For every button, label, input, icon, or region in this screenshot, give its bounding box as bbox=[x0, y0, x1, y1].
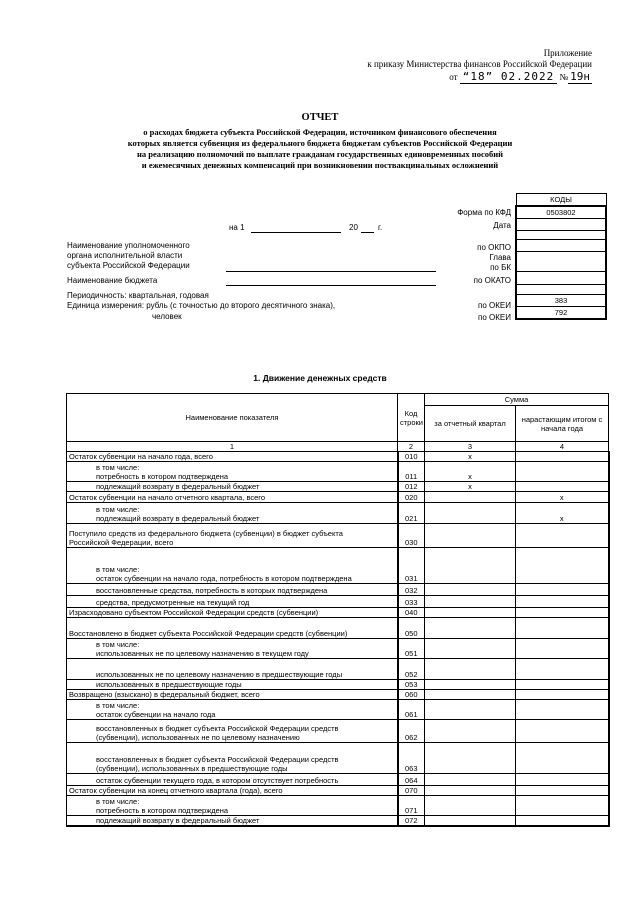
row-name-line1: в том числе: bbox=[96, 640, 140, 649]
row-name bbox=[67, 524, 398, 548]
row-name bbox=[67, 659, 398, 680]
row-code: 060 bbox=[398, 690, 425, 700]
row-cumulative-value[interactable] bbox=[516, 639, 609, 659]
col-num-1: 1 bbox=[67, 442, 398, 452]
table-row bbox=[67, 700, 609, 720]
row-code: 070 bbox=[398, 786, 425, 796]
row-name-line2: подлежащий возврату в федеральный бюджет bbox=[96, 816, 260, 825]
row-code: 071 bbox=[398, 796, 425, 816]
spacer-code-cell bbox=[516, 231, 606, 240]
row-code: 032 bbox=[398, 584, 425, 596]
table-row bbox=[67, 618, 609, 639]
row-name bbox=[67, 482, 398, 492]
row-name-line2: остаток субвенции текущего года, в котором отсутствует потребность bbox=[96, 776, 339, 785]
row-quarter-value[interactable] bbox=[425, 786, 516, 796]
row-cumulative-value[interactable] bbox=[516, 659, 609, 680]
row-name-line1: в том числе: bbox=[96, 797, 140, 806]
unit-line-2: человек bbox=[152, 312, 182, 321]
table-row bbox=[67, 690, 609, 700]
cash-flow-table bbox=[66, 393, 610, 827]
report-subtitle-2: которых является субвенция из федерального бюджета бюджетам субъектов Российской Федерации bbox=[127, 138, 513, 148]
table-row bbox=[67, 503, 609, 524]
row-code: 072 bbox=[398, 816, 425, 827]
org-name-line2: органа исполнительной власти bbox=[67, 251, 183, 260]
row-cumulative-value[interactable] bbox=[516, 608, 609, 618]
periodicity: Периодичность: квартальная, годовая bbox=[67, 291, 209, 300]
row-name bbox=[67, 503, 398, 524]
row-code: 031 bbox=[398, 548, 425, 584]
row-name-line2: Остаток субвенции на начало года, всего bbox=[69, 452, 213, 461]
okei-label-1: по ОКЕИ bbox=[478, 301, 511, 310]
row-quarter-value[interactable] bbox=[425, 796, 516, 816]
org-name-input-line[interactable] bbox=[226, 271, 436, 272]
row-quarter-value[interactable]: x bbox=[425, 462, 516, 482]
row-quarter-value[interactable] bbox=[425, 548, 516, 584]
row-name-line2: подлежащий возврату в федеральный бюджет bbox=[96, 514, 260, 523]
row-name bbox=[67, 743, 398, 774]
row-cumulative-value[interactable] bbox=[516, 452, 609, 462]
row-name-line2: (субвенции), использованных в предшествующие годы bbox=[96, 764, 288, 773]
table-row bbox=[67, 680, 609, 690]
row-name-line1: в том числе: bbox=[96, 701, 140, 710]
row-quarter-value[interactable] bbox=[425, 659, 516, 680]
row-name-line2: потребность в котором подтверждена bbox=[96, 806, 229, 815]
codes-table bbox=[515, 193, 607, 320]
row-quarter-value[interactable] bbox=[425, 680, 516, 690]
table-row bbox=[67, 816, 609, 827]
date-on-label: на 1 bbox=[229, 223, 245, 232]
row-quarter-value[interactable] bbox=[425, 524, 516, 548]
row-cumulative-value[interactable] bbox=[516, 548, 609, 584]
row-name-line1: Поступило средств из федерального бюджета (субвенции) в бюджет субъекта bbox=[69, 529, 343, 538]
section-title: 1. Движение денежных средств bbox=[253, 373, 387, 383]
row-cumulative-value[interactable] bbox=[516, 680, 609, 690]
col-code-header: Код строки bbox=[398, 394, 425, 442]
row-name-line1: в том числе: bbox=[96, 505, 140, 514]
row-cumulative-value[interactable] bbox=[516, 700, 609, 720]
row-code: 021 bbox=[398, 503, 425, 524]
row-name-line2: использованных не по целевому назначению в предшествующие годы bbox=[96, 670, 343, 679]
col-num-3: 3 bbox=[425, 442, 516, 452]
okato-label: по ОКАТО bbox=[473, 276, 511, 285]
table-row bbox=[67, 452, 609, 462]
row-name bbox=[67, 608, 398, 618]
row-name bbox=[67, 492, 398, 503]
row-quarter-value[interactable]: x bbox=[425, 452, 516, 462]
row-name bbox=[67, 796, 398, 816]
col-cumulative-header: нарастающим итогом с начала года bbox=[516, 406, 609, 442]
row-name bbox=[67, 584, 398, 596]
appendix-number-label: № bbox=[559, 72, 569, 82]
report-subtitle-1: о расходах бюджета субъекта Российской Федерации, источником финансового обеспечения bbox=[143, 127, 497, 137]
table-row bbox=[67, 743, 609, 774]
row-name-line2: Израсходовано субъектом Российской Федерации средств (субвенции) bbox=[69, 608, 319, 617]
row-name-line2: (субвенции), использованных не по целевому назначению bbox=[96, 733, 300, 742]
row-name-line2: Восстановлено в бюджет субъекта Российской Федерации средств (субвенции) bbox=[69, 629, 348, 638]
row-name bbox=[67, 774, 398, 786]
date-code-cell[interactable] bbox=[516, 219, 606, 231]
table-row bbox=[67, 584, 609, 596]
row-code: 011 bbox=[398, 462, 425, 482]
row-code: 040 bbox=[398, 608, 425, 618]
row-quarter-value[interactable] bbox=[425, 503, 516, 524]
row-name-line1: в том числе: bbox=[96, 463, 140, 472]
table-row bbox=[67, 462, 609, 482]
bk-label: по БК bbox=[490, 263, 511, 272]
okpo-code-cell[interactable] bbox=[516, 240, 606, 252]
row-name bbox=[67, 548, 398, 584]
row-name-line2: остаток субвенции на начало года bbox=[96, 710, 216, 719]
okei-rub-cell: 383 bbox=[516, 295, 606, 307]
budget-input-line[interactable] bbox=[226, 285, 436, 286]
table-body bbox=[67, 452, 609, 827]
row-quarter-value[interactable] bbox=[425, 700, 516, 720]
row-cumulative-value[interactable] bbox=[516, 774, 609, 786]
table-row bbox=[67, 608, 609, 618]
row-cumulative-value[interactable] bbox=[516, 796, 609, 816]
codes-header: КОДЫ bbox=[516, 194, 606, 207]
bk-code-cell[interactable] bbox=[516, 252, 606, 272]
row-cumulative-value[interactable] bbox=[516, 462, 609, 482]
row-quarter-value[interactable]: x bbox=[425, 482, 516, 492]
col-name-header: Наименование показателя bbox=[67, 394, 398, 442]
report-subtitle-4: и ежемесячных денежных компенсаций при возникновении поствакцинальных осложнений bbox=[141, 160, 499, 170]
row-code: 033 bbox=[398, 596, 425, 608]
row-name-line2: остаток субвенции на начало года, потребность в котором подтверждена bbox=[96, 574, 352, 583]
row-cumulative-value[interactable] bbox=[516, 786, 609, 796]
row-cumulative-value[interactable] bbox=[516, 690, 609, 700]
col-num-4: 4 bbox=[516, 442, 609, 452]
row-name-line2: восстановленные средства, потребность в которых подтверждена bbox=[96, 586, 328, 595]
row-name-line2: Российской Федерации, всего bbox=[69, 538, 174, 547]
report-subtitle-3: на реализацию полномочий по выплате гражданам государственных единовременных пособий bbox=[136, 149, 504, 159]
appendix-block bbox=[330, 48, 592, 83]
row-name bbox=[67, 462, 398, 482]
row-name bbox=[67, 720, 398, 743]
glava-label: Глава bbox=[489, 253, 511, 262]
col-quarter-header: за отчетный квартал bbox=[425, 406, 516, 442]
row-name-line2: подлежащий возврату в федеральный бюджет bbox=[96, 482, 260, 491]
appendix-line2: к приказу Министерства финансов Российской Федерации bbox=[367, 59, 592, 69]
row-quarter-value[interactable] bbox=[425, 618, 516, 639]
row-name bbox=[67, 596, 398, 608]
row-name-line1: в том числе: bbox=[96, 565, 140, 574]
year-input-line[interactable] bbox=[361, 232, 374, 233]
org-name-block bbox=[67, 241, 190, 271]
appendix-line3 bbox=[330, 71, 592, 83]
row-code: 053 bbox=[398, 680, 425, 690]
table-row bbox=[67, 796, 609, 816]
row-quarter-value[interactable] bbox=[425, 584, 516, 596]
row-name-line2: Остаток субвенции на конец отчетного квартала (года), всего bbox=[69, 786, 283, 795]
table-row bbox=[67, 524, 609, 548]
row-code: 010 bbox=[398, 452, 425, 462]
row-quarter-value[interactable] bbox=[425, 743, 516, 774]
row-quarter-value[interactable] bbox=[425, 816, 516, 827]
row-cumulative-value[interactable] bbox=[516, 816, 609, 827]
row-cumulative-value[interactable] bbox=[516, 618, 609, 639]
row-cumulative-value[interactable] bbox=[516, 720, 609, 743]
appendix-date: “18” 02.2022 bbox=[460, 70, 557, 84]
okpo-label: по ОКПО bbox=[477, 243, 511, 252]
table-row bbox=[67, 596, 609, 608]
table-row bbox=[67, 492, 609, 503]
table-row bbox=[67, 482, 609, 492]
row-quarter-value[interactable] bbox=[425, 774, 516, 786]
appendix-from: от bbox=[449, 72, 458, 82]
table-row bbox=[67, 720, 609, 743]
row-cumulative-value[interactable] bbox=[516, 584, 609, 596]
row-cumulative-value[interactable] bbox=[516, 524, 609, 548]
year-prefix: 20 bbox=[349, 223, 358, 232]
row-quarter-value[interactable] bbox=[425, 608, 516, 618]
date-input-line[interactable] bbox=[251, 232, 341, 233]
spacer-code-cell-2 bbox=[516, 285, 606, 295]
date-label: Дата bbox=[493, 221, 511, 230]
row-name-line2: Возвращено (взыскано) в федеральный бюджет, всего bbox=[69, 690, 260, 699]
row-name bbox=[67, 690, 398, 700]
row-code: 061 bbox=[398, 700, 425, 720]
row-cumulative-value[interactable] bbox=[516, 482, 609, 492]
row-code: 064 bbox=[398, 774, 425, 786]
row-code: 020 bbox=[398, 492, 425, 503]
org-name-line3: субъекта Российской Федерации bbox=[67, 261, 190, 270]
row-cumulative-value[interactable] bbox=[516, 743, 609, 774]
org-name-line1: Наименование уполномоченного bbox=[67, 241, 190, 250]
row-code: 030 bbox=[398, 524, 425, 548]
row-name bbox=[67, 786, 398, 796]
okato-code-cell[interactable] bbox=[516, 272, 606, 285]
row-quarter-value[interactable] bbox=[425, 720, 516, 743]
okei-person-cell: 792 bbox=[516, 307, 606, 320]
row-name-line2: Остаток субвенции на начало отчетного квартала, всего bbox=[69, 493, 266, 502]
row-code: 051 bbox=[398, 639, 425, 659]
row-name-line1: восстановленных в бюджет субъекта Российской Федерации средств bbox=[96, 724, 339, 733]
table-row bbox=[67, 786, 609, 796]
row-name-line2: использованных в предшествующие годы bbox=[96, 680, 242, 689]
row-code: 052 bbox=[398, 659, 425, 680]
row-quarter-value[interactable] bbox=[425, 639, 516, 659]
row-name-line2: использованных не по целевому назначению в текущем году bbox=[96, 649, 309, 658]
row-name-line2: средства, предусмотренные на текущий год bbox=[96, 598, 250, 607]
row-name-line1: восстановленных в бюджет субъекта Российской Федерации средств bbox=[96, 755, 339, 764]
form-label: Форма по КФД bbox=[457, 208, 511, 217]
row-name bbox=[67, 700, 398, 720]
row-quarter-value[interactable] bbox=[425, 596, 516, 608]
col-sum-header: Сумма bbox=[425, 394, 609, 406]
row-name bbox=[67, 816, 398, 827]
report-heading: ОТЧЕТ bbox=[301, 112, 339, 123]
row-code: 062 bbox=[398, 720, 425, 743]
unit-line-1: Единица измерения: рубль (с точностью до второго десятичного знака), bbox=[67, 301, 336, 310]
col-num-2: 2 bbox=[398, 442, 425, 452]
appendix-number: 19н bbox=[570, 70, 590, 83]
row-quarter-value[interactable] bbox=[425, 492, 516, 503]
row-cumulative-value[interactable] bbox=[516, 596, 609, 608]
row-name bbox=[67, 680, 398, 690]
appendix-line1: Приложение bbox=[543, 48, 592, 58]
table-row bbox=[67, 659, 609, 680]
row-code: 063 bbox=[398, 743, 425, 774]
row-quarter-value[interactable] bbox=[425, 690, 516, 700]
table-row bbox=[67, 548, 609, 584]
row-name bbox=[67, 452, 398, 462]
row-name bbox=[67, 618, 398, 639]
table-row bbox=[67, 774, 609, 786]
row-code: 012 bbox=[398, 482, 425, 492]
budget-label: Наименование бюджета bbox=[67, 276, 158, 285]
row-name-line2: потребность в котором подтверждена bbox=[96, 472, 229, 481]
table-row bbox=[67, 639, 609, 659]
row-cumulative-value[interactable]: x bbox=[516, 503, 609, 524]
year-suffix: г. bbox=[378, 223, 383, 232]
form-code-cell: 0503802 bbox=[516, 206, 606, 219]
report-title bbox=[60, 112, 580, 171]
row-code: 050 bbox=[398, 618, 425, 639]
okei-label-2: по ОКЕИ bbox=[478, 313, 511, 322]
row-name bbox=[67, 639, 398, 659]
row-cumulative-value[interactable]: x bbox=[516, 492, 609, 503]
